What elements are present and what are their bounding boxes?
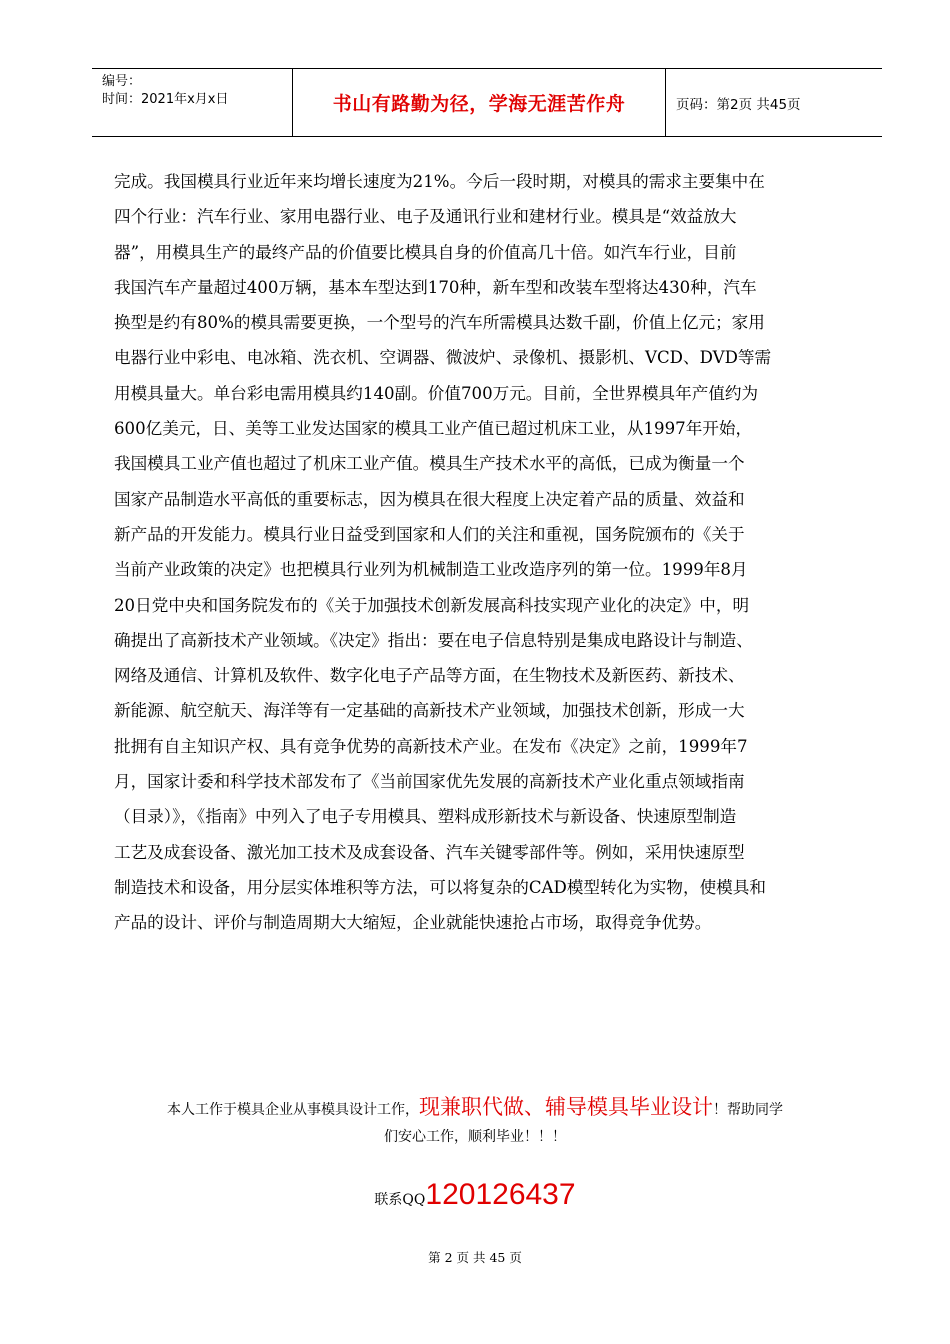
body-line: 600亿美元，日、美等工业发达国家的模具工业产值已超过机床工业，从1997年开始， — [114, 419, 753, 439]
promo-suffix: ！帮助同学 — [713, 1102, 783, 1118]
header-page-info: 页码：第2页 共45页 — [676, 96, 801, 113]
body-line: 我国汽车产量超过400万辆，基本车型达到170种，新车型和改装车型将达430种，汽车 — [114, 277, 757, 297]
promo-line-1 — [0, 1090, 950, 1127]
body-line: 新能源、航空航天、海洋等有一定基础的高新技术产业领域，加强技术创新，形成一大 — [114, 701, 745, 721]
body-line: 换型是约有80%的模具需要更换，一个型号的汽车所需模具达数千副，价值上亿元；家用 — [114, 313, 765, 333]
body-line: 电器行业中彩电、电冰箱、洗衣机、空调器、微波炉、录像机、摄影机、VCD、DVD等需 — [114, 348, 772, 368]
body-text — [114, 164, 870, 941]
document-code-label: 编号： — [102, 74, 142, 89]
body-line: 月，国家计委和科学技术部发布了《当前国家优先发展的高新技术产业化重点领域指南 — [114, 772, 745, 792]
body-line: 完成。我国模具行业近年来均增长速度为21%。今后一段时期，对模具的需求主要集中在 — [114, 172, 765, 191]
body-line: 国家产品制造水平高低的重要标志，因为模具在很大程度上决定着产品的质量、效益和 — [114, 489, 745, 509]
header-motto: 书山有路勤为径，学海无涯苦作舟 — [293, 69, 666, 136]
promo-prefix: 本人工作于模具企业从事模具设计工作， — [167, 1102, 419, 1118]
body-line: 确提出了高新技术产业领域。《决定》指出：要在电子信息特别是集成电路设计与制造、 — [114, 630, 753, 650]
body-line: 我国模具工业产值也超过了机床工业产值。模具生产技术水平的高低，已成为衡量一个 — [114, 454, 745, 474]
body-line: 四个行业：汽车行业、家用电器行业、电子及通讯行业和建材行业。模具是“效益放大 — [114, 207, 737, 227]
body-line: 新产品的开发能力。模具行业日益受到国家和人们的关注和重视，国务院颁布的《关于 — [114, 524, 745, 544]
body-line: 工艺及成套设备、激光加工技术及成套设备、汽车关键零部件等。例如，采用快速原型 — [114, 842, 745, 862]
promo-line-2: 们安心工作，顺利毕业！！！ — [384, 1129, 566, 1145]
body-line: 网络及通信、计算机及软件、数字化电子产品等方面，在生物技术及新医药、新技术、 — [114, 666, 745, 686]
page-footer: 第 2 页 共 45 页 — [428, 1250, 522, 1265]
body-line: 20日党中央和国务院发布的《关于加强技术创新发展高科技实现产业化的决定》中，明 — [114, 595, 750, 615]
body-line: （目录）》，《指南》中列入了电子专用模具、塑料成形新技术与新设备、快速原型制造 — [114, 807, 737, 827]
qq-number: 120126437 — [425, 1178, 576, 1211]
body-line: 批拥有自主知识产权、具有竞争优势的高新技术产业。在发布《决定》之前，1999年7 — [114, 736, 748, 756]
body-line: 产品的设计、评价与制造周期大大缩短，企业就能快速抢占市场，取得竞争优势。 — [114, 913, 712, 933]
qq-label: 联系QQ — [374, 1192, 426, 1208]
promo-highlight: 现兼职代做、辅导模具毕业设计 — [419, 1095, 713, 1119]
body-line: 当前产业政策的决定》也把模具行业列为机械制造工业改造序列的第一位。1999年8月 — [114, 560, 748, 580]
header-meta — [92, 69, 293, 136]
body-line: 用模具量大。单台彩电需用模具约140副。价值700万元。目前，全世界模具年产值约为 — [114, 383, 759, 403]
document-time: 时间：2021年x月x日 — [102, 92, 229, 107]
body-line: 制造技术和设备，用分层实体堆积等方法，可以将复杂的CAD模型转化为实物，使模具和 — [114, 877, 766, 897]
promo-contact — [0, 1178, 950, 1212]
page-header — [92, 68, 882, 137]
body-line: 器”，用模具生产的最终产品的价值要比模具自身的价值高几十倍。如汽车行业，目前 — [114, 242, 737, 262]
